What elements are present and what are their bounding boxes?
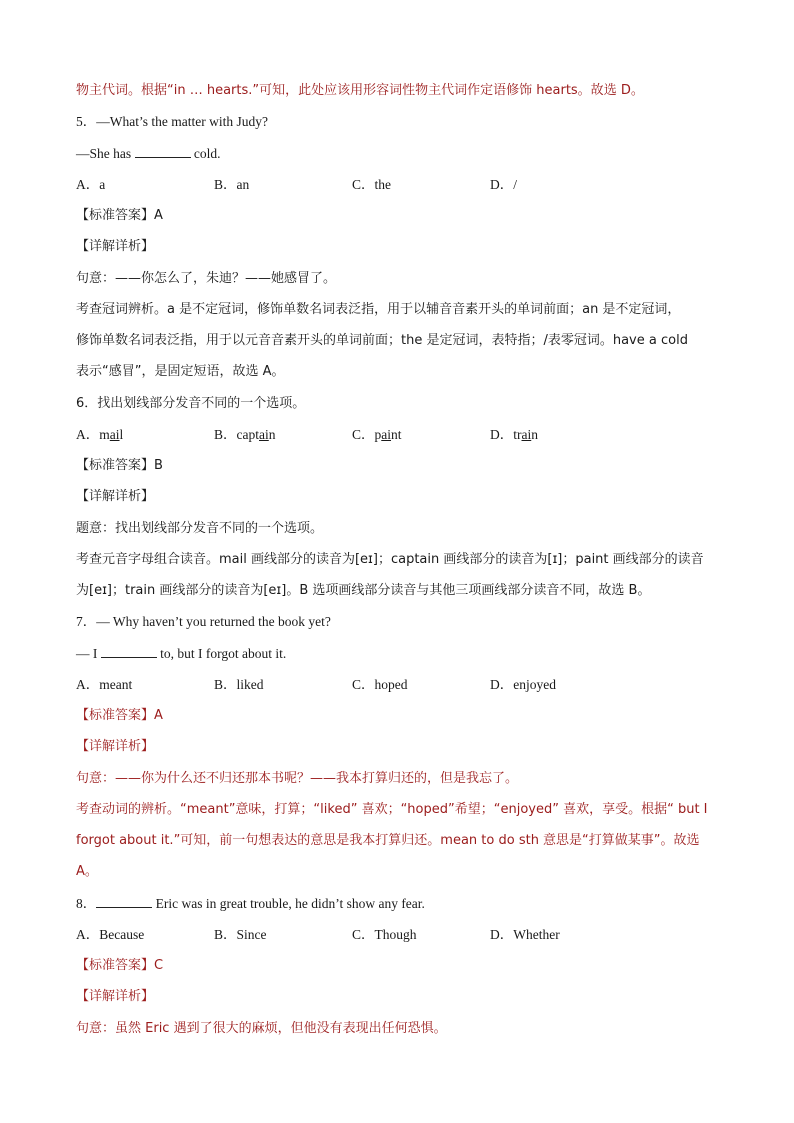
q6-option-c-underline: ai <box>381 427 392 442</box>
q7-option-d: D．enjoyed <box>490 677 556 692</box>
q7-options <box>76 676 726 694</box>
previous-explanation-tail: 物主代词。根据“in … hearts.”可知，此处应该用形容词性物主代词作定语修饰 hearts。故选 D。 <box>76 83 644 98</box>
q5-blank <box>135 145 191 158</box>
q8-option-d: D．Whether <box>490 927 560 942</box>
q5-stem-pre: —She has <box>76 146 135 161</box>
q6-stem: 6．找出划线部分发音不同的一个选项。 <box>76 396 306 411</box>
q8-option-b: B．Since <box>214 927 267 942</box>
q8-answer: 【标准答案】C <box>76 958 164 973</box>
q7-stem-line2 <box>76 645 726 663</box>
q5-answer: 【标准答案】A <box>76 208 163 223</box>
q6-option-d: D．train <box>490 427 538 442</box>
q6-options <box>76 426 726 444</box>
q6-option-d-underline: ai <box>521 427 532 442</box>
q6-option-b: B．captain <box>214 427 276 442</box>
q6-option-b-underline: ai <box>259 427 269 442</box>
q6-option-a-underline: ai <box>109 427 120 442</box>
q6-explanation-line2: 为[eɪ]；train 画线部分的读音为[eɪ]。B 选项画线部分读音与其他三项画线部分读音不同，故选 B。 <box>76 583 651 598</box>
q7-explanation-line3: A。 <box>76 864 98 879</box>
q6-answer: 【标准答案】B <box>76 458 163 473</box>
q7-blank <box>101 645 157 658</box>
q7-meaning: 句意：——你为什么还不归还那本书呢？——我本打算归还的，但是我忘了。 <box>76 771 519 786</box>
q5-analysis-label: 【详解详析】 <box>76 239 155 254</box>
q7-option-b: B．liked <box>214 677 264 692</box>
q7-option-a: A．meant <box>76 677 133 692</box>
q6-meaning: 题意：找出划线部分发音不同的一个选项。 <box>76 521 324 536</box>
q7-analysis-label: 【详解详析】 <box>76 739 155 754</box>
q7-explanation-line2: forgot about it.”可知，前一句想表达的意思是我本打算归还。mean to do sth 意思是“打算做某事”。故选 <box>76 833 700 848</box>
q7-explanation-line1: 考查动词的辨析。“meant”意味，打算；“liked” 喜欢；“hoped”希望；“enjoyed” 喜欢，享受。根据“ but I <box>76 802 708 817</box>
q8-blank <box>96 895 152 908</box>
q5-meaning: 句意：——你怎么了，朱迪？——她感冒了。 <box>76 271 337 286</box>
q8-stem-pre: 8． <box>76 896 97 911</box>
q8-analysis-label: 【详解详析】 <box>76 989 155 1004</box>
q8-stem-post: Eric was in great trouble, he didn’t show any fear. <box>152 896 425 911</box>
q5-stem-post: cold. <box>190 146 221 161</box>
q5-options <box>76 176 726 194</box>
q7-stem-pre: — I <box>76 646 101 661</box>
q8-options <box>76 926 726 944</box>
q6-option-c: C．paint <box>352 427 402 442</box>
q7-answer: 【标准答案】A <box>76 708 163 723</box>
q7-stem-post: to, but I forgot about it. <box>156 646 287 661</box>
q5-option-c: C．the <box>352 177 391 192</box>
q5-option-a: A．a <box>76 177 106 192</box>
q6-option-a: A．mail <box>76 427 124 442</box>
q8-meaning: 句意：虽然 Eric 遇到了很大的麻烦，但他没有表现出任何恐惧。 <box>76 1021 447 1036</box>
q5-stem-line2 <box>76 145 726 163</box>
q5-stem-line1: 5．—What’s the matter with Judy? <box>76 114 268 129</box>
q6-analysis-label: 【详解详析】 <box>76 489 155 504</box>
q5-explanation-line2: 修饰单数名词表泛指，用于以元音音素开头的单词前面；the 是定冠词，表特指；/表零冠词。have a cold <box>76 333 688 348</box>
q7-stem-line1: 7．— Why haven’t you returned the book yet? <box>76 614 331 629</box>
q5-option-d: D．/ <box>490 177 517 192</box>
q5-explanation-line1: 考查冠词辨析。a 是不定冠词，修饰单数名词表泛指，用于以辅音音素开头的单词前面；an 是不定冠词， <box>76 302 681 317</box>
q6-explanation-line1: 考查元音字母组合读音。mail 画线部分的读音为[eɪ]；captain 画线部分的读音为[ɪ]；paint 画线部分的读音 <box>76 552 704 567</box>
q5-option-b: B．an <box>214 177 250 192</box>
q8-stem <box>76 895 726 913</box>
q8-option-c: C．Though <box>352 927 417 942</box>
q8-option-a: A．Because <box>76 927 145 942</box>
q5-explanation-line3: 表示“感冒”，是固定短语，故选 A。 <box>76 364 285 379</box>
q7-option-c: C．hoped <box>352 677 408 692</box>
